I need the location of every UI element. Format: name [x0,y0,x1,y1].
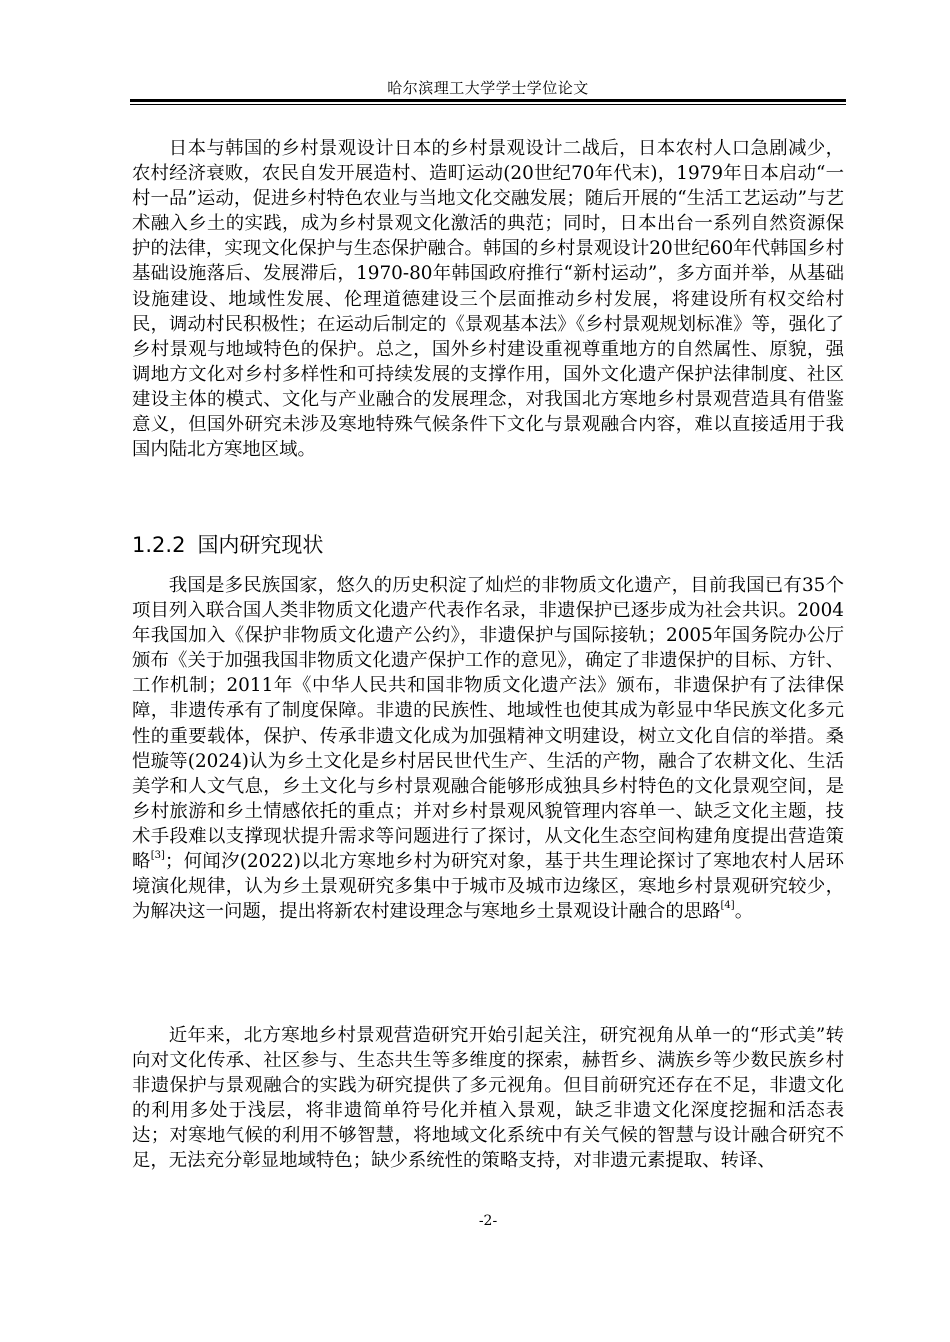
page-number: -2- [478,1213,498,1229]
header-rule-thin [130,104,846,105]
paragraph-domestic-status [132,573,844,924]
citation-ref-4: [4] [720,900,735,912]
header-rule-thick [130,99,846,102]
running-header: 哈尔滨理工大学学士学位论文 [387,79,589,97]
paragraph-foreign-landscape: 日本与韩国的乡村景观设计日本的乡村景观设计二战后，日本农村人口急剧减少，农村经济衰败，农民自发开展造村、造町运动(20世纪70年代末)，1979年日本启动“一村一品”运动，促进乡村特色农业与当地文化交融发展；随后开展的“生活工艺运动”与艺术融入乡土的实践，成为乡村景观文化激活的典范；同时，日本出台一系列自然资源保护的法律，实现文化保护与生态保护融合。韩国的乡村景观设计20世纪60年代韩国乡村基础设施落后、发展滞后，1970-80年韩国政府推行“新村运动”，多方面并举，从基础设施建设、地域性发展、伦理道德建设三个层面推动乡村发展，将建设所有权交给村民，调动村民积极性；在运动后制定的《景观基本法》《乡村景观规划标准》等，强化了乡村景观与地域特色的保护。总之，国外乡村建设重视尊重地方的自然属性、原貌，强调地方文化对乡村多样性和可持续发展的支撑作用，国外文化遗产保护法律制度、社区建设主体的模式、文化与产业融合的发展理念，对我国北方寒地乡村景观营造具有借鉴意义，但国外研究未涉及寒地特殊气候条件下文化与景观融合内容，难以直接适用于我国内陆北方寒地区域。 [132,138,844,461]
section-title: 国内研究现状 [197,533,324,557]
citation-ref-3: [3] [150,849,165,861]
paragraph-cold-region-research: 近年来，北方寒地乡村景观营造研究开始引起关注，研究视角从单一的“形式美”转向对文化传承、社区参与、生态共生等多维度的探索，赫哲乡、满族乡等少数民族乡村非遗保护与景观融合的实践为研究提供了多元视角。但目前研究还存在不足，非遗文化的利用多处于浅层，将非遗简单符号化并植入景观，缺乏非遗文化深度挖掘和活态表达；对寒地气候的利用不够智慧，将地域文化系统中有关气候的智慧与设计融合研究不足，无法充分彰显地域特色；缺少系统性的策略支持，对非遗元素提取、转译、 [132,1025,844,1172]
section-number: 1.2.2 [132,533,186,557]
section-heading [132,531,323,559]
paragraph-text-part2: ；何闻汐(2022)以北方寒地乡村为研究对象，基于共生理论探讨了寒地农村人居环境演化规律，认为乡土景观研究多集中于城市及城市边缘区，寒地乡村景观研究较少，为解决这一问题，提出将新农村建设理念与寒地乡土景观设计融合的思路 [132,851,844,923]
paragraph-text-end: 。 [734,901,754,923]
paragraph-text-part1: 我国是多民族国家，悠久的历史积淀了灿烂的非物质文化遗产，目前我国已有35个项目列入联合国人类非物质文化遗产代表作名录，非遗保护已逐步成为社会共识。2004年我国加入《保护非物质文化遗产公约》，非遗保护与国际接轨；2005年国务院办公厅颁布《关于加强我国非物质文化遗产保护工作的意见》，确定了非遗保护的目标、方针、工作机制；2011年《中华人民共和国非物质文化遗产法》颁布，非遗保护有了法律保障，非遗传承有了制度保障。非遗的民族性、地域性也使其成为彰显中华民族文化多元性的重要载体，保护、传承非遗文化成为加强精神文明建设，树立文化自信的举措。桑恺璇等(2024)认为乡土文化是乡村居民世代生产、生活的产物，融合了农耕文化、生活美学和人文气息，乡土文化与乡村景观融合能够形成独具乡村特色的文化景观空间，是乡村旅游和乡土情感依托的重点；并对乡村景观风貌管理内容单一、缺乏文化主题，技术手段难以支撑现状提升需求等问题进行了探讨，从文化生态空间构建角度提出营造策略 [132,575,844,873]
